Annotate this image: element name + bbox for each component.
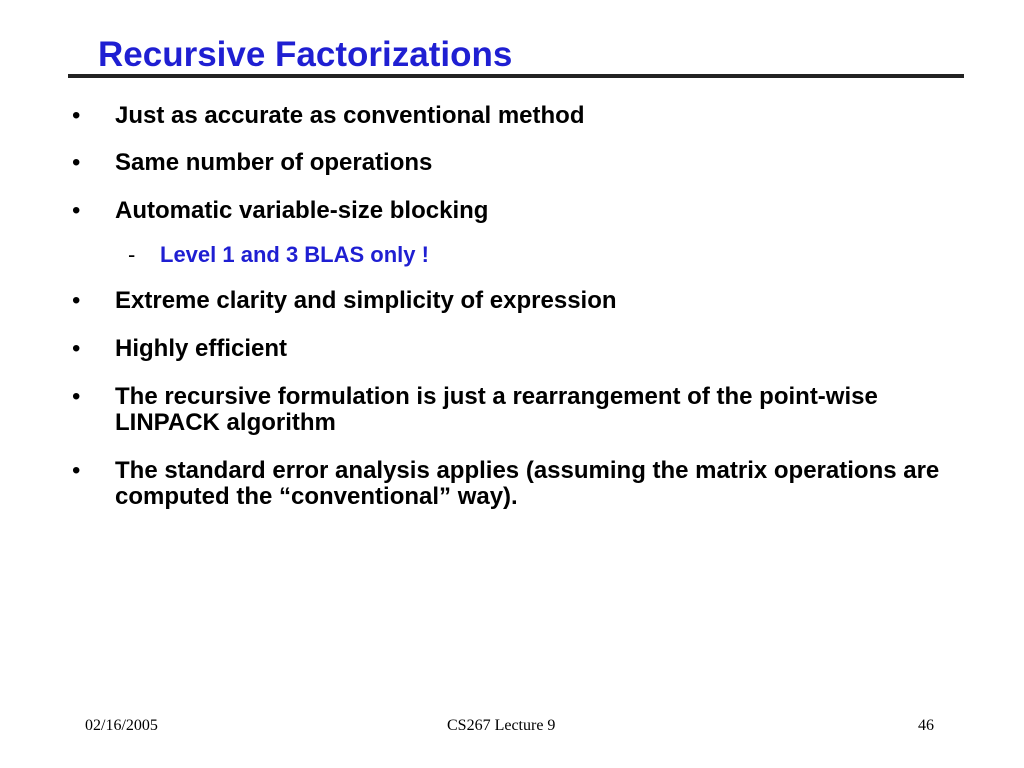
- bullet-text: Highly efficient: [115, 335, 288, 362]
- bullet-marker: •: [72, 287, 81, 314]
- footer-date: 02/16/2005: [85, 717, 158, 734]
- bullet-item: [72, 336, 972, 362]
- bullet-item: [72, 288, 972, 314]
- bullet-item: [72, 103, 972, 129]
- bullet-text: The standard error analysis applies (assuming the matrix operations are computed the “conventional” way).: [115, 457, 940, 510]
- sub-bullet-item: [128, 242, 928, 268]
- bullet-marker: •: [72, 197, 81, 224]
- bullet-text: The recursive formulation is just a rearrangement of the point-wise LINPACK algorithm: [115, 383, 878, 436]
- bullet-item: [72, 198, 972, 224]
- bullet-marker: •: [72, 149, 81, 176]
- sub-bullet-marker: -: [128, 242, 136, 267]
- bullet-marker: •: [72, 383, 81, 410]
- page-number: 46: [918, 717, 934, 734]
- bullet-item: [72, 150, 972, 176]
- bullet-item: [72, 458, 972, 510]
- bullet-text: Extreme clarity and simplicity of expression: [115, 287, 617, 314]
- title-divider: [68, 74, 964, 78]
- sub-bullet-text: Level 1 and 3 BLAS only !: [160, 242, 429, 267]
- bullet-marker: •: [72, 457, 81, 484]
- slide-title: Recursive Factorizations: [98, 35, 513, 74]
- bullet-item: [72, 384, 972, 436]
- bullet-text: Just as accurate as conventional method: [115, 102, 585, 129]
- bullet-text: Automatic variable-size blocking: [115, 197, 489, 224]
- bullet-marker: •: [72, 335, 81, 362]
- bullet-marker: •: [72, 102, 81, 129]
- bullet-text: Same number of operations: [115, 149, 433, 176]
- footer-course: CS267 Lecture 9: [447, 717, 556, 734]
